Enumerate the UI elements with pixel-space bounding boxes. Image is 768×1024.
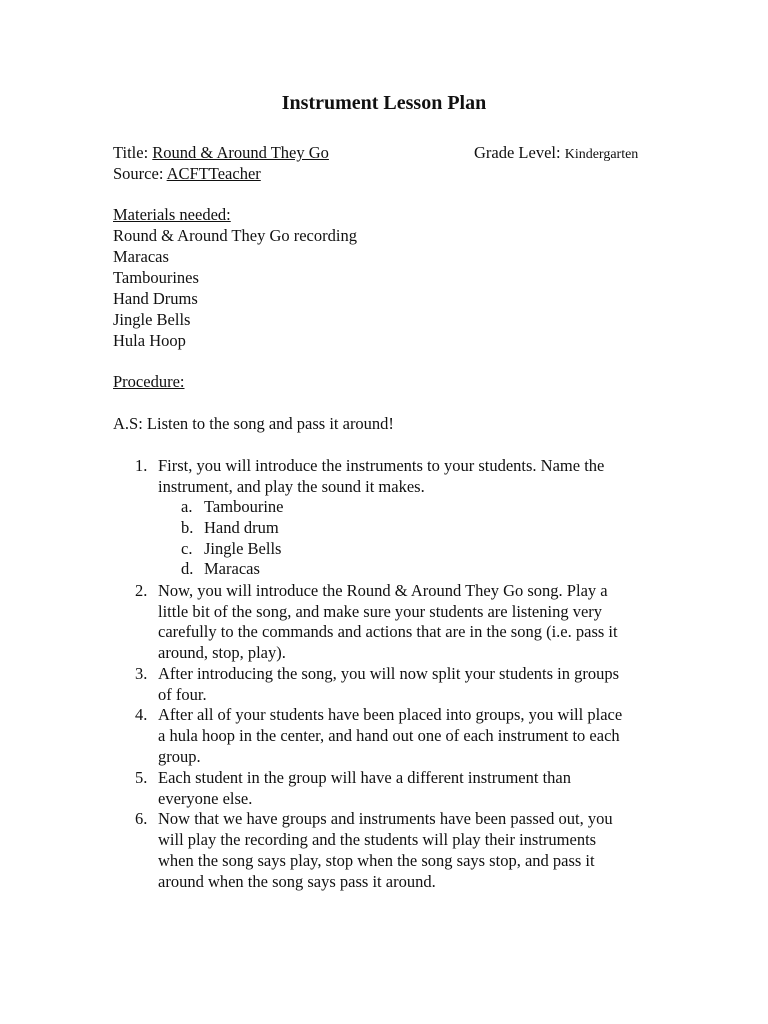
material-item: Hula Hoop [113, 331, 186, 350]
step-number: 1. [135, 456, 148, 475]
material-item: Jingle Bells [113, 310, 191, 329]
step-text: First, you will introduce the instruments to your students. Name the [158, 456, 605, 475]
step-text: Each student in the group will have a different instrument than [158, 768, 571, 787]
sub-item-text: Hand drum [204, 518, 279, 537]
document-title: Instrument Lesson Plan [281, 92, 487, 114]
grade-label: Grade Level: [474, 143, 561, 162]
sub-item-letter: a. [181, 497, 193, 516]
procedure-heading: Procedure: [113, 372, 185, 391]
step-text: Now, you will introduce the Round & Around They Go song. Play a [158, 581, 608, 600]
material-item: Round & Around They Go recording [113, 226, 357, 245]
material-item: Hand Drums [113, 289, 198, 308]
step-text: carefully to the commands and actions that are in the song (i.e. pass it [158, 622, 618, 641]
grade-value: Kindergarten [564, 147, 639, 162]
step-text: group. [158, 747, 201, 766]
step-text: when the song says play, stop when the song says stop, and pass it [158, 851, 595, 870]
step-text: around when the song says pass it around. [158, 872, 436, 891]
source-row [113, 163, 261, 184]
step-text: around, stop, play). [158, 643, 286, 662]
sub-item-letter: d. [181, 559, 194, 578]
step-text: After introducing the song, you will now split your students in groups [158, 664, 620, 683]
step-text: a hula hoop in the center, and hand out one of each instrument to each [158, 726, 620, 745]
grade-row [474, 142, 638, 165]
step-text: After all of your students have been placed into groups, you will place [158, 705, 623, 724]
step-number: 6. [135, 809, 148, 828]
step-number: 5. [135, 768, 148, 787]
sub-item-letter: b. [181, 518, 194, 537]
step-number: 2. [135, 581, 148, 600]
title-value: Round & Around They Go [152, 143, 329, 162]
sub-item-text: Tambourine [204, 497, 284, 516]
step-text: Now that we have groups and instruments have been passed out, you [158, 809, 613, 828]
title-row [113, 142, 329, 163]
step-number: 4. [135, 705, 148, 724]
step-text: little bit of the song, and make sure your students are listening very [158, 602, 603, 621]
source-value: ACFTTeacher [166, 164, 261, 183]
sub-item-text: Maracas [204, 559, 260, 578]
title-label: Title: [113, 143, 149, 162]
sub-item-text: Jingle Bells [204, 539, 282, 558]
step-text: of four. [158, 685, 207, 704]
step-text: will play the recording and the students will play their instruments [158, 830, 597, 849]
step-number: 3. [135, 664, 148, 683]
procedure-intro: A.S: Listen to the song and pass it around! [113, 414, 394, 433]
step-text: instrument, and play the sound it makes. [158, 477, 425, 496]
step-text: everyone else. [158, 789, 253, 808]
materials-heading: Materials needed: [113, 205, 231, 224]
source-label: Source: [113, 164, 164, 183]
sub-item-letter: c. [181, 539, 193, 558]
material-item: Maracas [113, 247, 169, 266]
material-item: Tambourines [113, 268, 199, 287]
